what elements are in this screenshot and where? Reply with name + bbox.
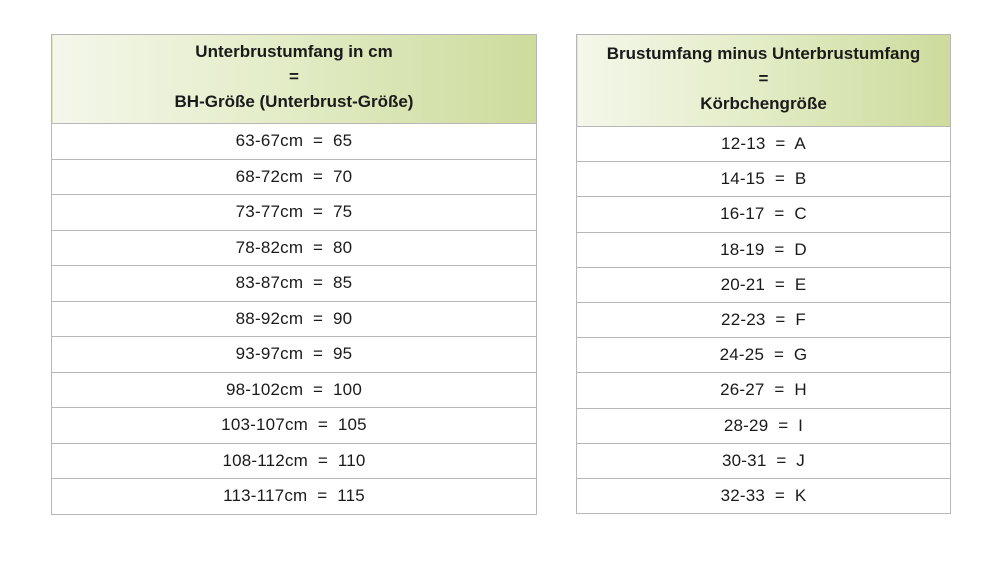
table-row bbox=[52, 266, 537, 302]
cup-size-table-header bbox=[577, 35, 951, 127]
table-row bbox=[577, 197, 951, 232]
cup-size-cell: 16-17 = C bbox=[577, 197, 951, 232]
cup-size-cell: 18-19 = D bbox=[577, 232, 951, 267]
band-size-cell: 108-112cm = 110 bbox=[52, 443, 537, 479]
band-size-cell: 68-72cm = 70 bbox=[52, 159, 537, 195]
band-size-cell: 98-102cm = 100 bbox=[52, 372, 537, 408]
table-row bbox=[577, 478, 951, 513]
table-row bbox=[577, 302, 951, 337]
table-row bbox=[577, 373, 951, 408]
band-size-cell: 78-82cm = 80 bbox=[52, 230, 537, 266]
cup-size-table-header-row bbox=[577, 35, 951, 127]
table-row bbox=[52, 372, 537, 408]
cup-size-cell: 22-23 = F bbox=[577, 302, 951, 337]
cup-header-subtitle: Körbchengröße bbox=[700, 93, 827, 113]
table-row bbox=[52, 124, 537, 160]
table-row bbox=[52, 408, 537, 444]
table-row bbox=[52, 479, 537, 515]
band-header-subtitle: BH-Größe (Unterbrust-Größe) bbox=[174, 92, 414, 111]
table-row bbox=[52, 230, 537, 266]
table-row bbox=[577, 443, 951, 478]
cup-size-cell: 26-27 = H bbox=[577, 373, 951, 408]
cup-header-title: Brustumfang minus Unterbrustumfang bbox=[606, 43, 921, 63]
band-size-cell: 73-77cm = 75 bbox=[52, 195, 537, 231]
band-size-table-header bbox=[52, 35, 537, 124]
cup-size-cell: 32-33 = K bbox=[577, 478, 951, 513]
cup-size-cell: 20-21 = E bbox=[577, 267, 951, 302]
table-row bbox=[52, 195, 537, 231]
band-size-cell: 88-92cm = 90 bbox=[52, 301, 537, 337]
band-size-cell: 103-107cm = 105 bbox=[52, 408, 537, 444]
band-size-cell: 93-97cm = 95 bbox=[52, 337, 537, 373]
table-row bbox=[52, 159, 537, 195]
table-row bbox=[577, 232, 951, 267]
band-header-title: Unterbrustumfang in cm bbox=[195, 42, 393, 61]
table-row bbox=[52, 443, 537, 479]
band-size-cell: 63-67cm = 65 bbox=[52, 124, 537, 160]
cup-size-cell: 24-25 = G bbox=[577, 338, 951, 373]
band-header-equals: = bbox=[289, 67, 299, 86]
table-row bbox=[577, 162, 951, 197]
table-row bbox=[52, 337, 537, 373]
table-row bbox=[577, 408, 951, 443]
cup-size-cell: 14-15 = B bbox=[577, 162, 951, 197]
band-size-table-header-row bbox=[52, 35, 537, 124]
cup-size-table bbox=[576, 34, 951, 514]
band-size-cell: 83-87cm = 85 bbox=[52, 266, 537, 302]
cup-size-cell: 12-13 = A bbox=[577, 127, 951, 162]
cup-header-equals: = bbox=[758, 68, 769, 88]
cup-size-cell: 28-29 = I bbox=[577, 408, 951, 443]
table-row bbox=[52, 301, 537, 337]
table-row bbox=[577, 338, 951, 373]
cup-size-cell: 30-31 = J bbox=[577, 443, 951, 478]
band-size-cell: 113-117cm = 115 bbox=[52, 479, 537, 515]
table-row bbox=[577, 127, 951, 162]
band-size-table bbox=[51, 34, 537, 515]
table-row bbox=[577, 267, 951, 302]
